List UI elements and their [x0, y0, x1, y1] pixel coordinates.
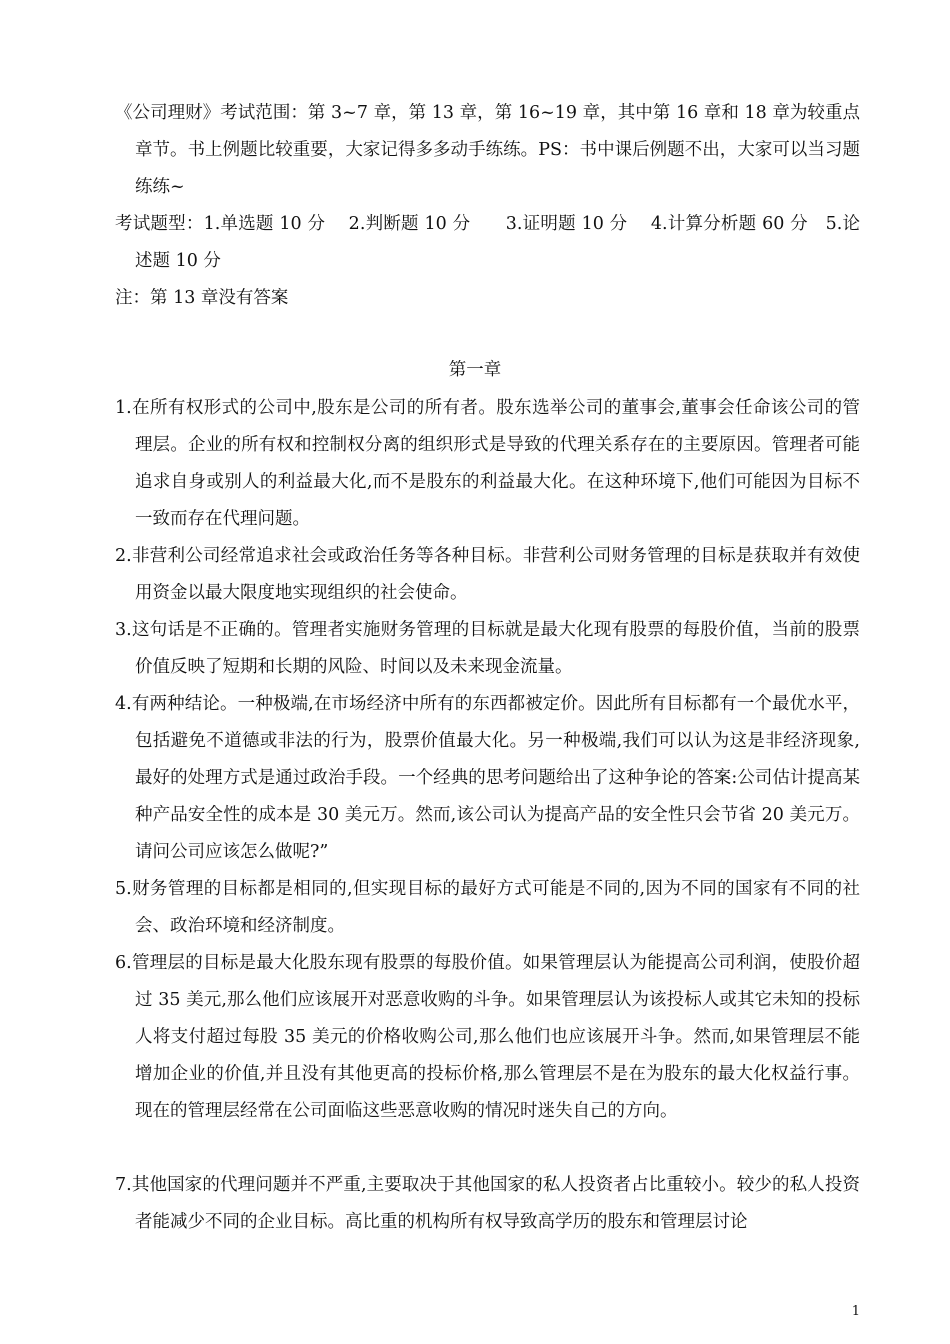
answer-6: 6.管理层的目标是最大化股东现有股票的每股价值。如果管理层认为能提高公司利润，使股价超过 35 美元,那么他们应该展开对恶意收购的斗争。如果管理层认为该投标人或其它未知的投标人将支付超过每股 35 美元的价格收购公司,那么他们也应该展开斗争。然而,如果管理层不能增加企业的价值,并且没有其他更高的投标价格,那么管理层不是在为股东的最大化权益行事。现在的管理层经常在公司面临这些恶意收购的情况时迷失自己的方向。 [115, 953, 860, 1121]
answer-5: 5.财务管理的目标都是相同的,但实现目标的最好方式可能是不同的,因为不同的国家有不同的社会、政治环境和经济制度。 [115, 879, 860, 936]
note-paragraph: 注：第 13 章没有答案 [115, 288, 289, 308]
answer-7: 7.其他国家的代理问题并不严重,主要取决于其他国家的私人投资者占比重较小。较少的私人投资者能减少不同的企业目标。高比重的机构所有权导致高学历的股东和管理层讨论 [115, 1175, 860, 1232]
exam-scope-paragraph: 《公司理财》考试范围：第 3~7 章，第 13 章，第 16~19 章，其中第 16 章和 18 章为较重点章节。书上例题比较重要，大家记得多多动手练练。PS：书中课后例题不出，大家可以当习题练练~ [115, 103, 860, 197]
answer-4: 4.有两种结论。一种极端,在市场经济中所有的东西都被定价。因此所有目标都有一个最优水平，包括避免不道德或非法的行为，股票价值最大化。另一种极端,我们可以认为这是非经济现象,最好的处理方式是通过政治手段。一个经典的思考问题给出了这种争论的答案:公司估计提高某种产品安全性的成本是 30 美元万。然而,该公司认为提高产品的安全性只会节省 20 美元万。请问公司应该怎么做呢?” [115, 694, 860, 862]
page-number: 1 [851, 1304, 860, 1319]
answer-3: 3.这句话是不正确的。管理者实施财务管理的目标就是最大化现有股票的每股价值，当前的股票价值反映了短期和长期的风险、时间以及未来现金流量。 [115, 620, 860, 677]
answer-2: 2.非营利公司经常追求社会或政治任务等各种目标。非营利公司财务管理的目标是获取并有效使用资金以最大限度地实现组织的社会使命。 [115, 546, 860, 603]
chapter-title: 第一章 [448, 360, 502, 380]
exam-types-paragraph: 考试题型：1.单选题 10 分 2.判断题 10 分 3.证明题 10 分 4.计算分析题 60 分 5.论述题 10 分 [115, 214, 860, 271]
answer-1: 1.在所有权形式的公司中,股东是公司的所有者。股东选举公司的董事会,董事会任命该公司的管理层。企业的所有权和控制权分离的组织形式是导致的代理关系存在的主要原因。管理者可能追求自身或别人的利益最大化,而不是股东的利益最大化。在这种环境下,他们可能因为目标不一致而存在代理问题。 [115, 398, 860, 529]
